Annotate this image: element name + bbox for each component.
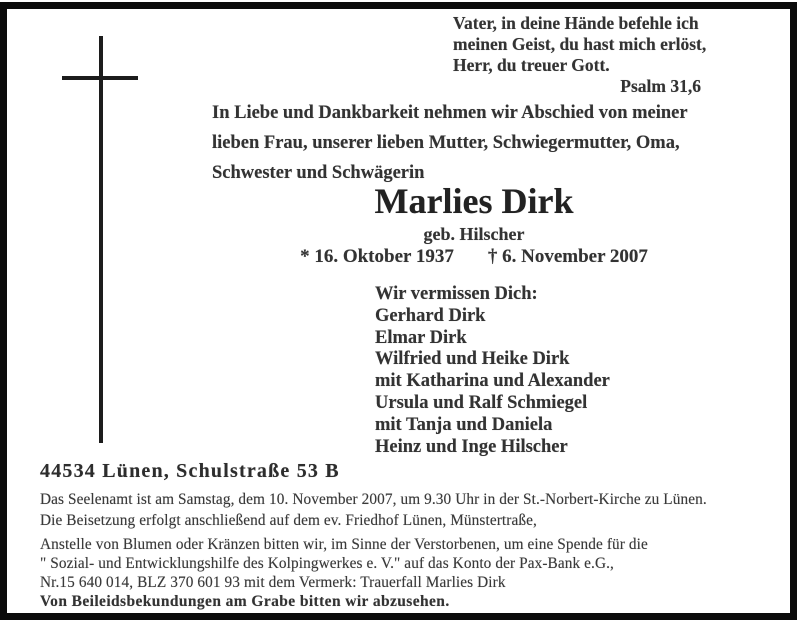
mourner-line: Ursula und Ralf Schmiegel (375, 392, 588, 413)
donation-info (40, 535, 648, 592)
mourner-line: mit Katharina und Alexander (375, 371, 610, 392)
death-date: † 6. November 2007 (487, 246, 648, 267)
intro-text (212, 98, 752, 188)
psalm-attribution: Psalm 31,6 (620, 76, 701, 96)
address-line: 44534 Lünen, Schulstraße 53 B (40, 460, 340, 482)
condolence-note: Von Beileidsbekundungen am Grabe bitten wir abzusehen. (40, 593, 450, 610)
intro-line: lieben Frau, unserer lieben Mutter, Schwiegermutter, Oma, (212, 133, 680, 153)
mourner-line: Wilfried und Heike Dirk (375, 349, 570, 370)
service-info (40, 489, 707, 531)
cross-vertical-bar (99, 36, 103, 443)
intro-line: In Liebe und Dankbarkeit nehmen wir Abschied von meiner (212, 103, 688, 123)
birth-date: * 16. Oktober 1937 (300, 246, 454, 267)
mourner-line: Elmar Dirk (375, 327, 467, 348)
deceased-name: Marlies Dirk (374, 181, 574, 221)
life-dates (250, 246, 698, 268)
mourner-line: mit Tanja und Daniela (375, 414, 553, 435)
mourners-heading: Wir vermissen Dich: (375, 284, 538, 304)
cross-horizontal-bar (62, 76, 138, 80)
quote-line: Vater, in deine Hände befehle ich (453, 13, 699, 33)
quote-line: meinen Geist, du hast mich erlöst, (453, 34, 707, 54)
scripture-quote (453, 13, 715, 97)
quote-line: Herr, du treuer Gott. (453, 55, 610, 75)
donation-line: Nr.15 640 014, BLZ 370 601 93 mit dem Vermerk: Trauerfall Marlies Dirk (40, 574, 506, 591)
donation-line: Anstelle von Blumen oder Kränzen bitten wir, im Sinne der Verstorbenen, um eine Spende für die (40, 536, 648, 553)
donation-line: " Sozial- und Entwicklungshilfe des Kolpingwerkes e. V." auf das Konto der Pax-Bank e.G., (40, 555, 614, 572)
service-line: Das Seelenamt ist am Samstag, dem 10. November 2007, um 9.30 Uhr in der St.-Norbert-Kirche zu Lünen. (40, 491, 707, 508)
mourner-line: Gerhard Dirk (375, 305, 486, 326)
mourners-section (375, 284, 610, 458)
mourners-list (375, 306, 610, 459)
scripture-quote-lines (453, 13, 715, 76)
intro-line: Schwester und Schwägerin (212, 163, 425, 183)
maiden-name: geb. Hilscher (423, 224, 525, 244)
service-line: Die Beisetzung erfolgt anschließend auf dem ev. Friedhof Lünen, Münstertraße, (40, 512, 537, 529)
mourner-line: Heinz und Inge Hilscher (375, 436, 568, 457)
